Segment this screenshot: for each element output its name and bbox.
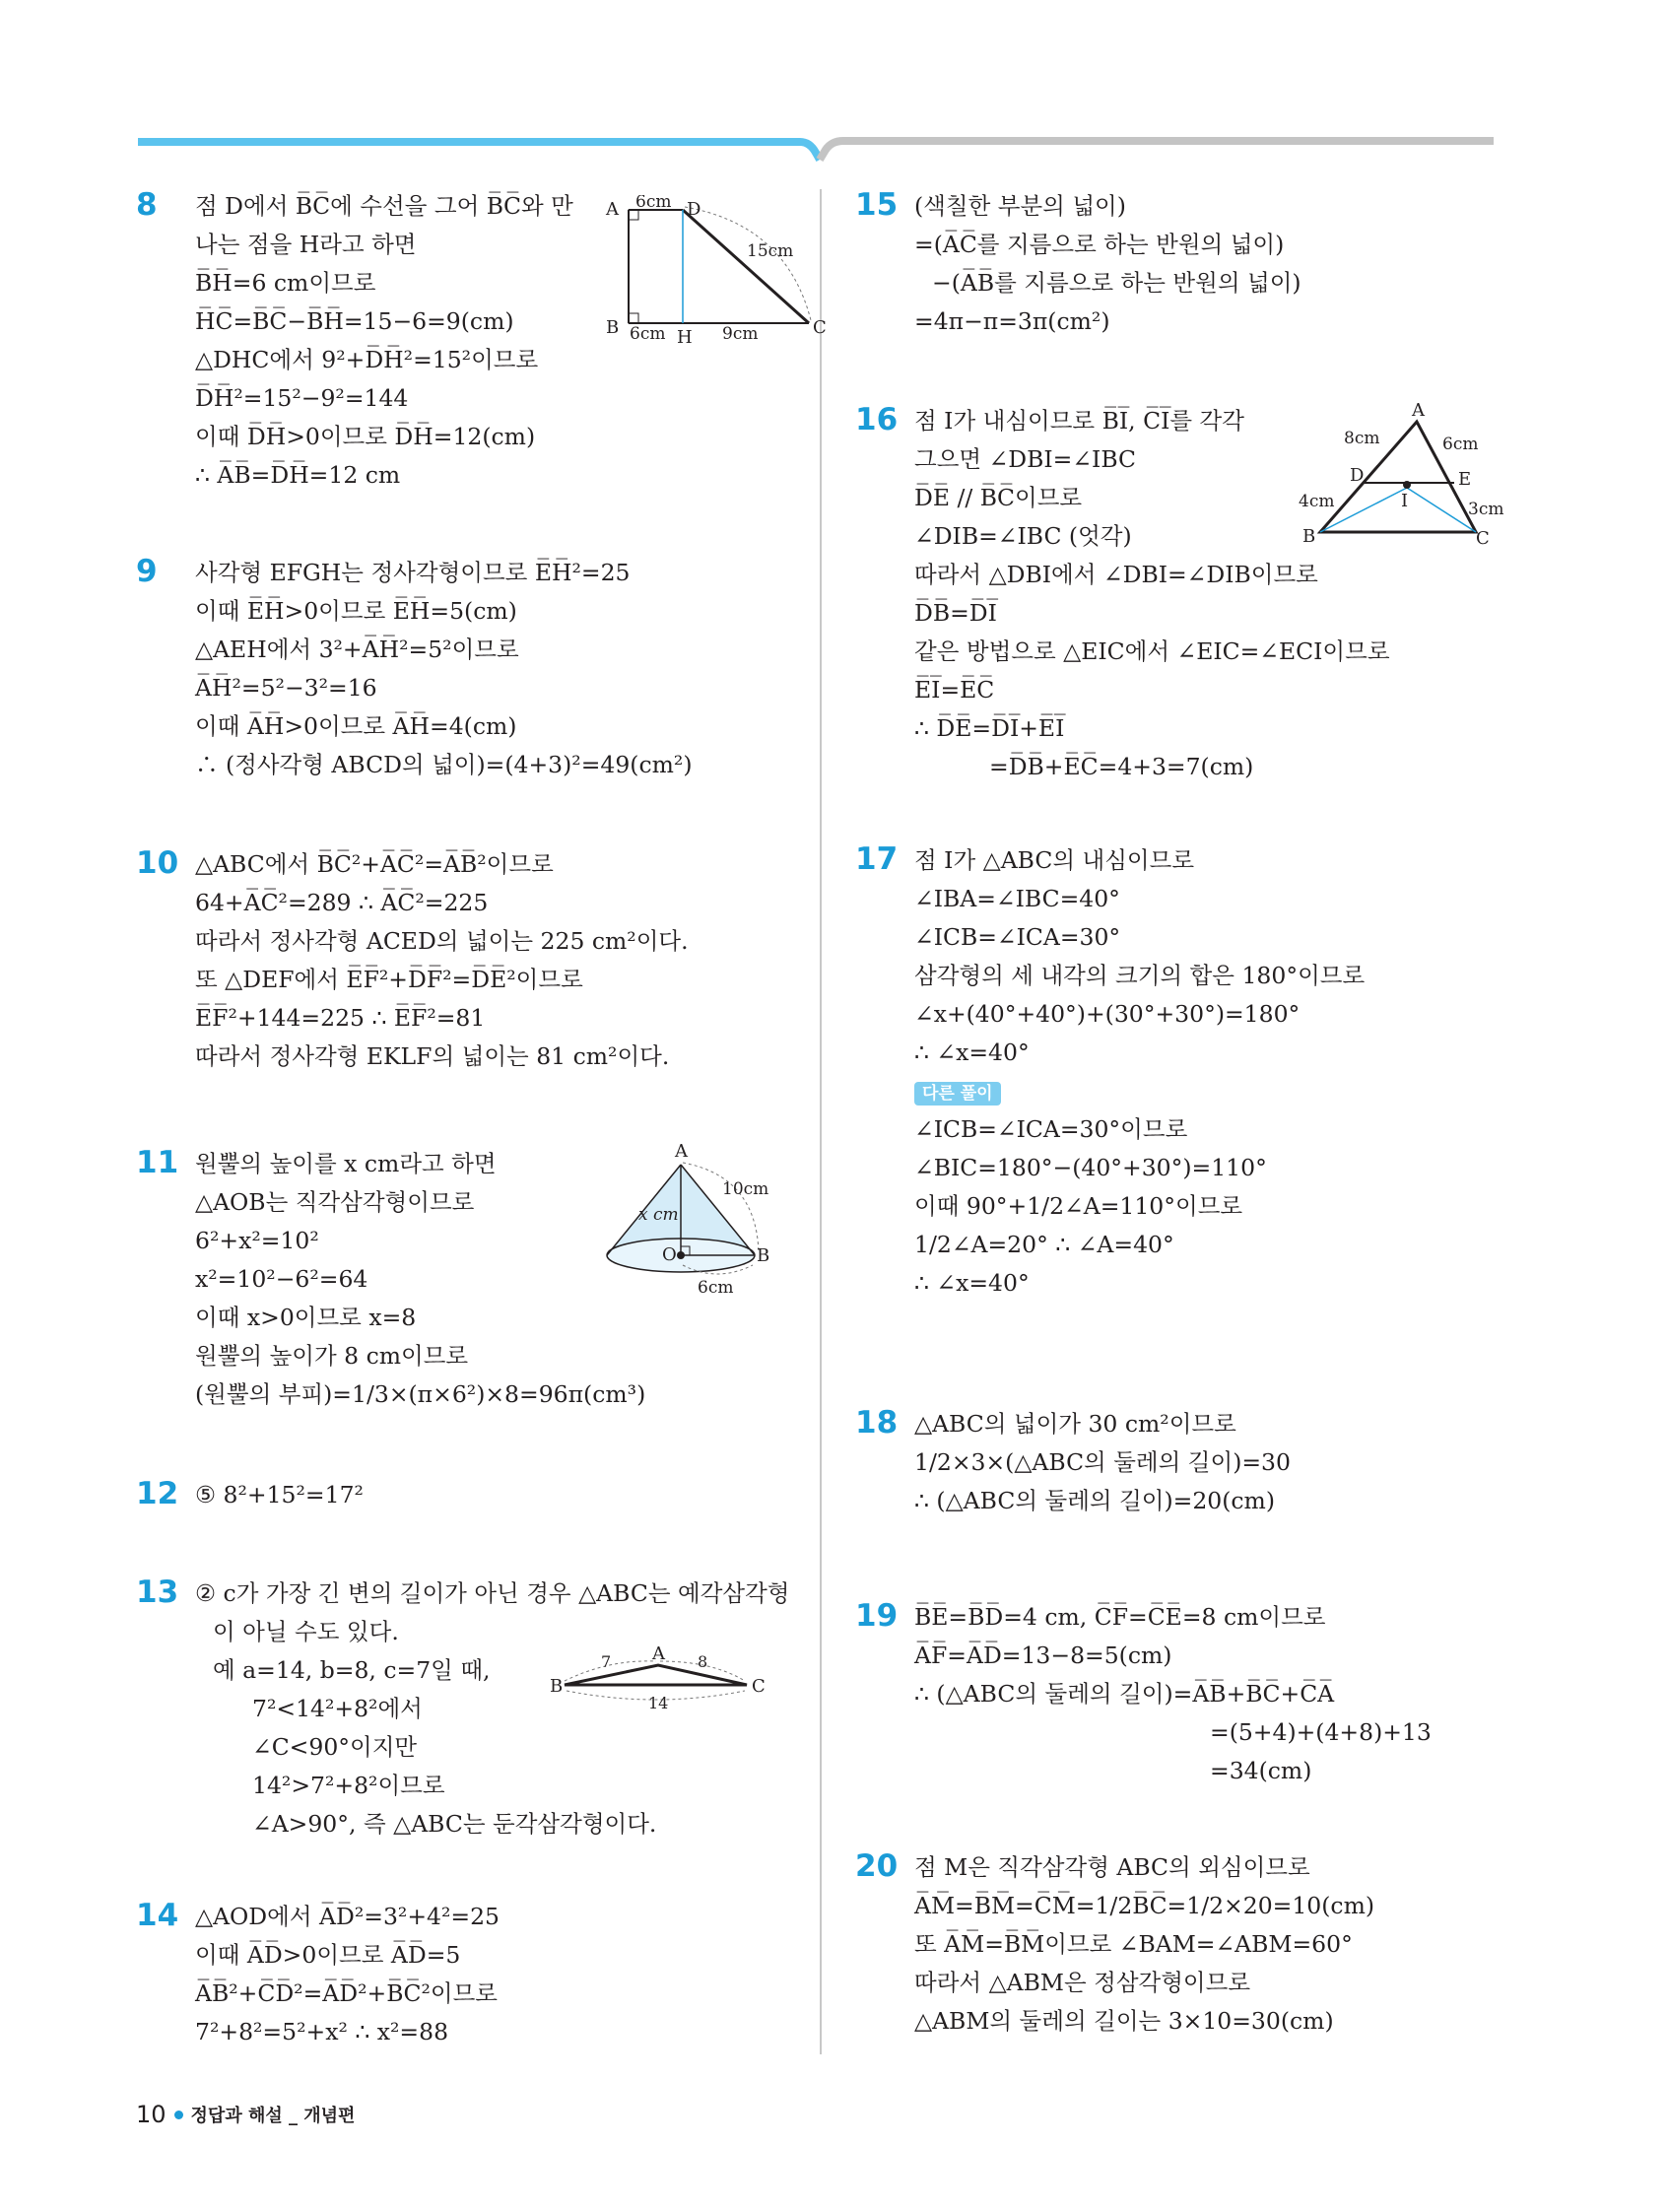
line: 원뿔의 높이가 8 cm이므로 <box>195 1342 469 1370</box>
problem-number: 20 <box>855 1848 899 1884</box>
problem-number: 10 <box>136 845 179 881</box>
header-bar-blue <box>138 142 820 160</box>
line: △AEH에서 3²+A̅H̅²=5²이므로 <box>195 636 519 663</box>
line: 따라서 정사각형 ACED의 넓이는 225 cm²이다. <box>195 927 689 955</box>
label-B: B <box>1302 526 1316 547</box>
line: E̅I̅=E̅C̅ <box>914 676 995 704</box>
problem-number: 9 <box>136 554 158 589</box>
problem-number: 16 <box>855 402 899 437</box>
label-br: 9cm <box>722 324 759 344</box>
label-A: A <box>652 1645 665 1664</box>
label-radius: 6cm <box>698 1278 734 1298</box>
label-I: I <box>1401 491 1409 511</box>
label-B: B <box>550 1676 564 1697</box>
label-slant: 15cm <box>747 241 794 261</box>
line: 따라서 △DBI에서 ∠DBI=∠DIB이므로 <box>914 561 1318 588</box>
line: B̅H̅=6 cm이므로 <box>195 269 376 297</box>
line: =34(cm) <box>1210 1757 1312 1784</box>
line: ∴ ∠x=40° <box>914 1269 1030 1297</box>
solution-text <box>195 1145 645 1414</box>
line: =(5+4)+(4+8)+13 <box>1210 1718 1432 1746</box>
line: 이때 A̅D̅>0이므로 A̅D̅=5 <box>195 1941 461 1969</box>
problem-number: 18 <box>855 1405 899 1441</box>
line: ⑤ 8²+15²=17² <box>195 1481 364 1508</box>
line: 예 a=14, b=8, c=7일 때, <box>213 1656 491 1684</box>
line: ∴ ∠x=40° <box>914 1039 1030 1066</box>
line: △AOD에서 A̅D̅²=3²+4²=25 <box>195 1903 500 1930</box>
line: D̅E̅ // B̅C̅이므로 <box>914 484 1083 511</box>
line: 점 M은 직각삼각형 ABC의 외심이므로 <box>914 1853 1310 1881</box>
solution-text <box>914 1848 1374 2041</box>
label-O: O <box>662 1244 677 1265</box>
label-E: E <box>1458 469 1472 490</box>
line: 이때 D̅H̅>0이므로 D̅H̅=12(cm) <box>195 423 536 450</box>
line: △ABC의 넓이가 30 cm²이므로 <box>914 1410 1236 1438</box>
line: B̅E̅=B̅D̅=4 cm, C̅F̅=C̅E̅=8 cm이므로 <box>914 1603 1326 1631</box>
label-B: B <box>606 317 620 338</box>
line: (원뿔의 부피)=1/3×(π×6²)×8=96π(cm³) <box>195 1380 646 1408</box>
header-bar-gray <box>820 141 1494 160</box>
line: 원뿔의 높이를 x cm라고 하면 <box>195 1150 497 1177</box>
line: H̅C̅=B̅C̅−B̅H̅=15−6=9(cm) <box>195 307 514 335</box>
line: A̅F̅=A̅D̅=13−8=5(cm) <box>914 1642 1172 1669</box>
label-top: 6cm <box>635 195 672 212</box>
line: 따라서 △ABM은 정삼각형이므로 <box>914 1969 1251 1996</box>
line: 점 I가 내심이므로 B̅I̅, C̅I̅를 각각 <box>914 407 1244 435</box>
label-slant: 10cm <box>722 1179 769 1199</box>
line: △ABC에서 B̅C̅²+A̅C̅²=A̅B̅²이므로 <box>195 850 554 878</box>
label-A: A <box>1412 400 1425 421</box>
line: 사각형 EFGH는 정사각형이므로 E̅H̅²=25 <box>195 559 631 586</box>
line: ∴ (△ABC의 둘레의 길이)=20(cm) <box>914 1487 1276 1514</box>
problem-number: 17 <box>855 841 899 877</box>
problem-number: 14 <box>136 1898 179 1933</box>
bullet-icon <box>174 2111 183 2119</box>
line: ∠C<90°이지만 <box>252 1733 418 1761</box>
solution-text <box>195 1898 500 2051</box>
solution-text <box>914 187 1301 341</box>
problem-number: 19 <box>855 1598 899 1634</box>
solution-text <box>195 554 693 784</box>
line: ∴ D̅E̅=D̅I̅+E̅I̅ <box>914 714 1065 742</box>
line: ∠IBA=∠IBC=40° <box>914 885 1120 912</box>
line: (색칠한 부분의 넓이) <box>914 192 1126 220</box>
label-height: x cm <box>638 1205 679 1225</box>
cone-figure <box>599 1137 796 1324</box>
label-db: 4cm <box>1299 492 1335 511</box>
label-base: 14 <box>648 1694 669 1712</box>
line: 이때 E̅H̅>0이므로 E̅H̅=5(cm) <box>195 597 517 625</box>
solution-text <box>914 841 1365 1303</box>
line: 삼각형의 세 내각의 크기의 합은 180°이므로 <box>914 962 1366 989</box>
line: △DHC에서 9²+D̅H̅²=15²이므로 <box>195 346 539 373</box>
line: 따라서 정사각형 EKLF의 넓이는 81 cm²이다. <box>195 1042 670 1070</box>
line: 이때 x>0이므로 x=8 <box>195 1304 417 1331</box>
solution-text <box>914 1405 1291 1520</box>
page-footer <box>136 2101 355 2130</box>
line: −(A̅B̅를 지름으로 하는 반원의 넓이) <box>932 269 1301 297</box>
line: △ABM의 둘레의 길이는 3×10=30(cm) <box>914 2007 1334 2035</box>
label-A: A <box>675 1141 688 1162</box>
line: x²=10²−6²=64 <box>195 1265 368 1293</box>
label-bl: 6cm <box>630 324 666 344</box>
line: 14²>7²+8²이므로 <box>252 1772 445 1799</box>
label-C: C <box>752 1676 766 1697</box>
line: =4π−π=3π(cm²) <box>914 307 1110 335</box>
label-left: 7 <box>601 1652 612 1671</box>
line: ② c가 가장 긴 변의 길이가 아닌 경우 △ABC는 예각삼각형 <box>195 1579 790 1607</box>
label-C: C <box>1476 528 1490 549</box>
problem-number: 15 <box>855 187 899 223</box>
alternative-solution-badge: 다른 풀이 <box>914 1082 1001 1106</box>
label-H: H <box>677 327 693 348</box>
page-number: 10 <box>136 2101 167 2128</box>
line: ∠DIB=∠IBC (엇각) <box>914 522 1132 550</box>
problem-number: 11 <box>136 1145 179 1180</box>
line: A̅H̅²=5²−3²=16 <box>195 674 377 702</box>
line: 7²+8²=5²+x² ∴ x²=88 <box>195 2018 449 2045</box>
problem-number: 13 <box>136 1575 179 1610</box>
line: 이때 90°+1/2∠A=110°이므로 <box>914 1192 1243 1220</box>
line: E̅F̅²+144=225 ∴ E̅F̅²=81 <box>195 1004 486 1032</box>
line: 점 I가 △ABC의 내심이므로 <box>914 846 1195 874</box>
line: A̅M̅=B̅M̅=C̅M̅=1/2B̅C̅=1/2×20=10(cm) <box>914 1892 1375 1919</box>
solution-text <box>914 1598 1432 1790</box>
line: △AOB는 직각삼각형이므로 <box>195 1188 475 1216</box>
line: 점 D에서 B̅C̅에 수선을 그어 B̅C̅와 만 <box>195 192 573 220</box>
line: 그으면 ∠DBI=∠IBC <box>914 445 1137 473</box>
line: D̅H̅²=15²−9²=144 <box>195 384 409 412</box>
incenter-triangle-figure <box>1279 394 1515 552</box>
problem-number: 8 <box>136 187 158 223</box>
line: 7²<14²+8²에서 <box>252 1695 423 1722</box>
line: 64+A̅C̅²=289 ∴ A̅C̅²=225 <box>195 889 489 916</box>
label-right: 8 <box>698 1652 708 1671</box>
obtuse-triangle-figure <box>550 1645 776 1724</box>
line: ∠BIC=180°−(40°+30°)=110° <box>914 1154 1267 1181</box>
label-ae: 6cm <box>1442 435 1479 454</box>
label-ad: 8cm <box>1344 429 1380 448</box>
line: =(A̅C̅를 지름으로 하는 반원의 넓이) <box>914 231 1285 258</box>
solution-text <box>195 845 689 1076</box>
footer-label: 정답과 해설 _ 개념편 <box>190 2106 356 2126</box>
line: 또 A̅M̅=B̅M̅이므로 ∠BAM=∠ABM=60° <box>914 1930 1353 1958</box>
line: ∠A>90°, 즉 △ABC는 둔각삼각형이다. <box>252 1810 657 1838</box>
line: 나는 점을 H라고 하면 <box>195 231 417 258</box>
line: ∠ICB=∠ICA=30°이므로 <box>914 1115 1188 1143</box>
line: 6²+x²=10² <box>195 1227 319 1254</box>
line: 같은 방법으로 △EIC에서 ∠EIC=∠ECI이므로 <box>914 637 1390 665</box>
label-D: D <box>1350 465 1365 486</box>
line: 1/2∠A=20° ∴ ∠A=40° <box>914 1231 1174 1258</box>
line: 또 △DEF에서 E̅F̅²+D̅F̅²=D̅E̅²이므로 <box>195 966 583 993</box>
line: ∠ICB=∠ICA=30° <box>914 923 1121 951</box>
line: 1/2×3×(△ABC의 둘레의 길이)=30 <box>914 1448 1291 1476</box>
line: ∴ (△ABC의 둘레의 길이)=A̅B̅+B̅C̅+C̅A̅ <box>914 1680 1335 1708</box>
line: =D̅B̅+E̅C̅=4+3=7(cm) <box>989 753 1254 780</box>
label-B: B <box>757 1245 770 1266</box>
line: 이 아닐 수도 있다. <box>213 1618 399 1645</box>
solution-text <box>195 1476 364 1514</box>
label-D: D <box>687 199 701 220</box>
line: ∠x+(40°+40°)+(30°+30°)=180° <box>914 1000 1301 1028</box>
line: ∴ (정사각형 ABCD의 넓이)=(4+3)²=49(cm²) <box>195 751 693 778</box>
line: ∴ A̅B̅=D̅H̅=12 cm <box>195 461 401 489</box>
label-A: A <box>606 199 619 220</box>
problem-number: 12 <box>136 1476 179 1511</box>
label-C: C <box>813 317 827 338</box>
line: D̅B̅=D̅I̅ <box>914 599 997 627</box>
solution-text <box>195 187 573 495</box>
label-ec: 3cm <box>1468 500 1504 519</box>
line: 이때 A̅H̅>0이므로 A̅H̅=4(cm) <box>195 712 517 740</box>
line: A̅B̅²+C̅D̅²=A̅D̅²+B̅C̅²이므로 <box>195 1979 498 2007</box>
